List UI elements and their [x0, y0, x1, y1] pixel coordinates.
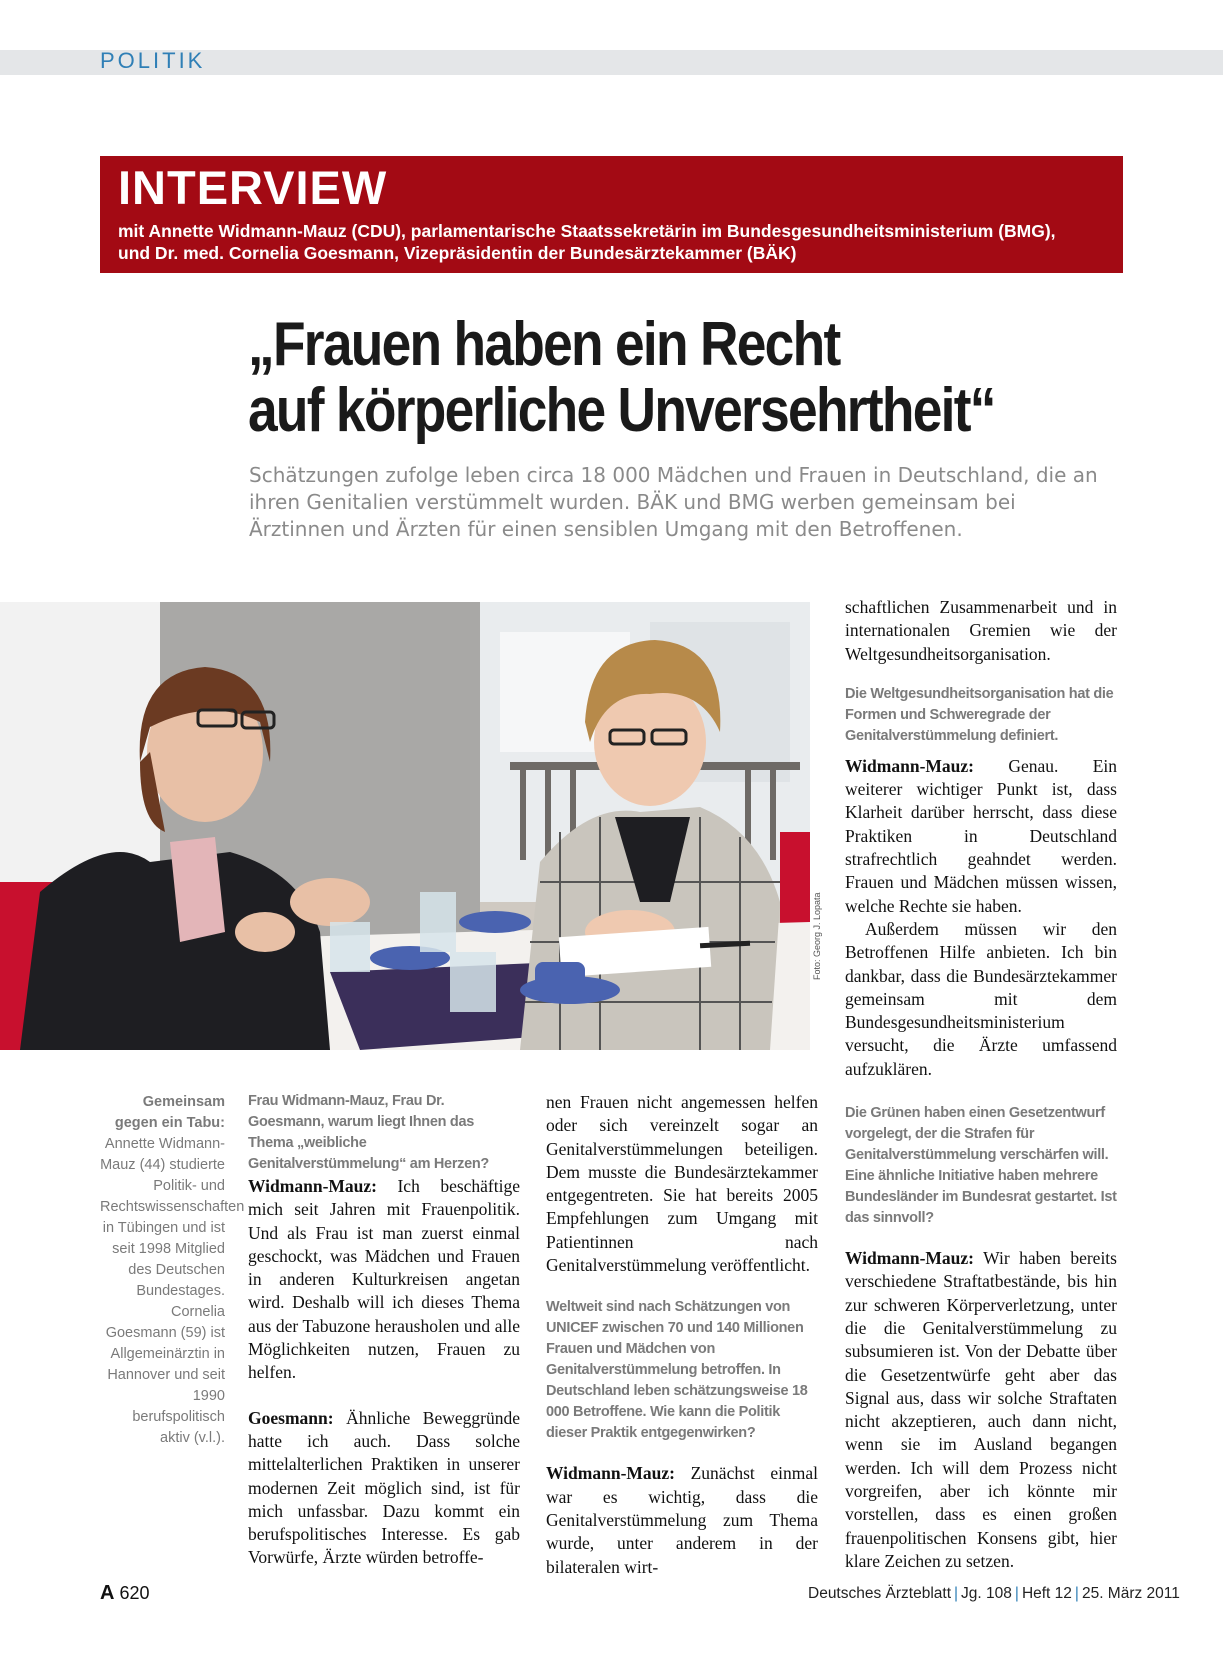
banner-line-1: mit Annette Widmann-Mauz (CDU), parlamentarische Staatssekretärin im Bundesgesundheitsministerium (BMG),: [118, 221, 1056, 241]
interview-banner: [100, 156, 1123, 273]
caption-text: Annette Widmann-Mauz (44) studierte Politik- und Rechtswissenschaften in Tübingen und ist seit 1998 Mitglied des Deutschen Bundestages. Cornelia Goesmann (59) ist Allgemeinärztin in Hannover und seit 1990 berufspolitisch aktiv (v.l.).: [100, 1136, 245, 1446]
speaker: Widmann-Mauz:: [845, 1248, 974, 1269]
answer-text: Zunächst einmal war es wichtig, dass die Genitalverstümmelung zum Thema wurde, unter anderem in der bilateralen wirt-: [546, 1463, 818, 1577]
answer-text: Wir haben bereits verschiedene Straftatbestände, bis hin zur schweren Körperverletzung, unter die die Genitalverstümmelung zu subsumieren ist. Von der Debatte über die Gesetzentwürfe geht aber das Signal aus, dass wir solche Straftaten nicht akzeptieren, auch dann nicht, wenn sie im Ausland begangen werden. Ich will dem Prozess nicht vorgreifen, aber ich könnte mir vorstellen, dass es einen großen frauenpolitischen Konsens gibt, hier klare Zeichen zu setzen.: [845, 1248, 1117, 1571]
answer-text: Genau. Ein weiterer wichtiger Punkt ist, dass Klarheit darüber herrscht, dass diese Praktiken in Deutschland strafrechtlich geahndet werden. Frauen und Mädchen müssen wissen, welche Rechte sie haben.: [845, 755, 1117, 916]
banner-subtitle: [118, 220, 1118, 264]
answer-2: [248, 1407, 520, 1570]
answer-text: Ähnliche Beweggründe hatte ich auch. Dass solche mittelalterlichen Praktiken in unserer modernen Zeit möglich sind, ist für mich unfassbar. Dazu kommt ein berufspolitisches Interesse. Es gab Vorwürfe, Ärzte würden betroffe-: [248, 1407, 520, 1568]
photo-illustration: [0, 602, 810, 1050]
page-number: [100, 1582, 150, 1605]
answer-5: [845, 1247, 1117, 1573]
separator: |: [1014, 1585, 1019, 1602]
question-1: Frau Widmann-Mauz, Frau Dr. Goesmann, warum liegt Ihnen das Thema „weibliche Genitalverstümmelung“ am Herzen?: [248, 1093, 489, 1172]
question-4: Die Grünen haben einen Gesetzentwurf vorgelegt, der die Strafen für Genitalverstümmelung verschärfen will. Eine ähnliche Initiative haben mehrere Bundesländer im Bundesrat gestartet. Ist das sinnvoll?: [845, 1105, 1117, 1227]
interview-photo: [0, 602, 810, 1050]
speaker: Goesmann:: [248, 1407, 334, 1428]
photo-credit: Foto: Georg J. Lopata: [812, 892, 822, 980]
lead-paragraph: Schätzungen zufolge leben circa 18 000 Mädchen und Frauen in Deutschland, die an ihren Genitalien verstümmelt wurden. BÄK und BMG werben gemeinsam bei Ärztinnen und Ärzten für einen sensiblen Umgang mit den Betroffenen.: [249, 463, 1098, 541]
continued-text: schaftlichen Zusammenarbeit und in internationalen Gremien wie der Weltgesundheitsorganisation.: [845, 597, 1117, 664]
headline: [248, 312, 1022, 444]
journal-footer: [808, 1585, 1180, 1603]
speaker: Widmann-Mauz:: [248, 1176, 377, 1196]
journal-issue: Heft 12: [1021, 1585, 1072, 1602]
question-2: Weltweit sind nach Schätzungen von UNICEF zwischen 70 und 140 Millionen Frauen und Mädchen von Genitalverstümmelung betroffen. In Deutschland leben schätzungsweise 18 000 Betroffene. Wie kann die Politik dieser Praktik entgegenwirken?: [546, 1299, 808, 1442]
journal-volume: Jg. 108: [961, 1585, 1012, 1602]
answer-4: [845, 755, 1117, 918]
continued-text: nen Frauen nicht angemessen helfen oder sich vereinzelt sogar an Genitalverstümmelungen beteiligen. Dem musste die Bundesärztekammer entgegentreten. Sie hat bereits 2005 Empfehlungen zum Umgang mit Patientinnen nach Genitalverstümmelung veröffentlicht.: [546, 1092, 818, 1276]
speaker: Widmann-Mauz:: [546, 1463, 675, 1484]
headline-line-1: „Frauen haben ein Recht: [248, 310, 840, 379]
photo-caption: [100, 1092, 245, 1449]
column-2: [546, 1091, 818, 1579]
separator: |: [954, 1585, 959, 1602]
answer-3: [546, 1462, 818, 1578]
speaker: Widmann-Mauz:: [845, 755, 974, 776]
answer-text: Ich beschäftige mich seit Jahren mit Frauenpolitik. Und als Frau ist man zuerst einmal geschockt, was Mädchen und Frauen in anderen Kulturkreisen angetan wird. Deshalb will ich dieses Thema aus der Tabuzone herausholen und alle Möglichkeiten nutzen, Frauen zu helfen.: [248, 1176, 520, 1383]
page-number-value: 620: [119, 1583, 150, 1603]
page-prefix: A: [100, 1582, 115, 1604]
journal-date: 25. März 2011: [1081, 1585, 1180, 1602]
column-3: [845, 596, 1117, 1573]
banner-line-2: und Dr. med. Cornelia Goesmann, Vizepräsidentin der Bundesärztekammer (BÄK): [118, 243, 797, 263]
caption-title: Gemeinsam gegen ein Tabu:: [114, 1094, 225, 1131]
answer-4-continued: Außerdem müssen wir den Betroffenen Hilfe anbieten. Ich bin dankbar, dass die Bundesärztekammer gemeinsam mit dem Bundesgesundheitsministerium versucht, die Ärzte umfassend aufzuklären.: [845, 918, 1117, 1079]
question-3: Die Weltgesundheitsorganisation hat die Formen und Schweregrade der Genitalverstümmelung definiert.: [845, 685, 1114, 744]
journal-name: Deutsches Ärzteblatt: [808, 1585, 952, 1602]
separator: |: [1074, 1585, 1079, 1602]
headline-line-2: auf körperliche Unversehrtheit“: [248, 376, 995, 445]
banner-kicker: INTERVIEW: [118, 161, 388, 214]
column-1: [248, 1091, 520, 1570]
answer-1: [248, 1175, 520, 1385]
section-label: POLITIK: [100, 48, 206, 73]
